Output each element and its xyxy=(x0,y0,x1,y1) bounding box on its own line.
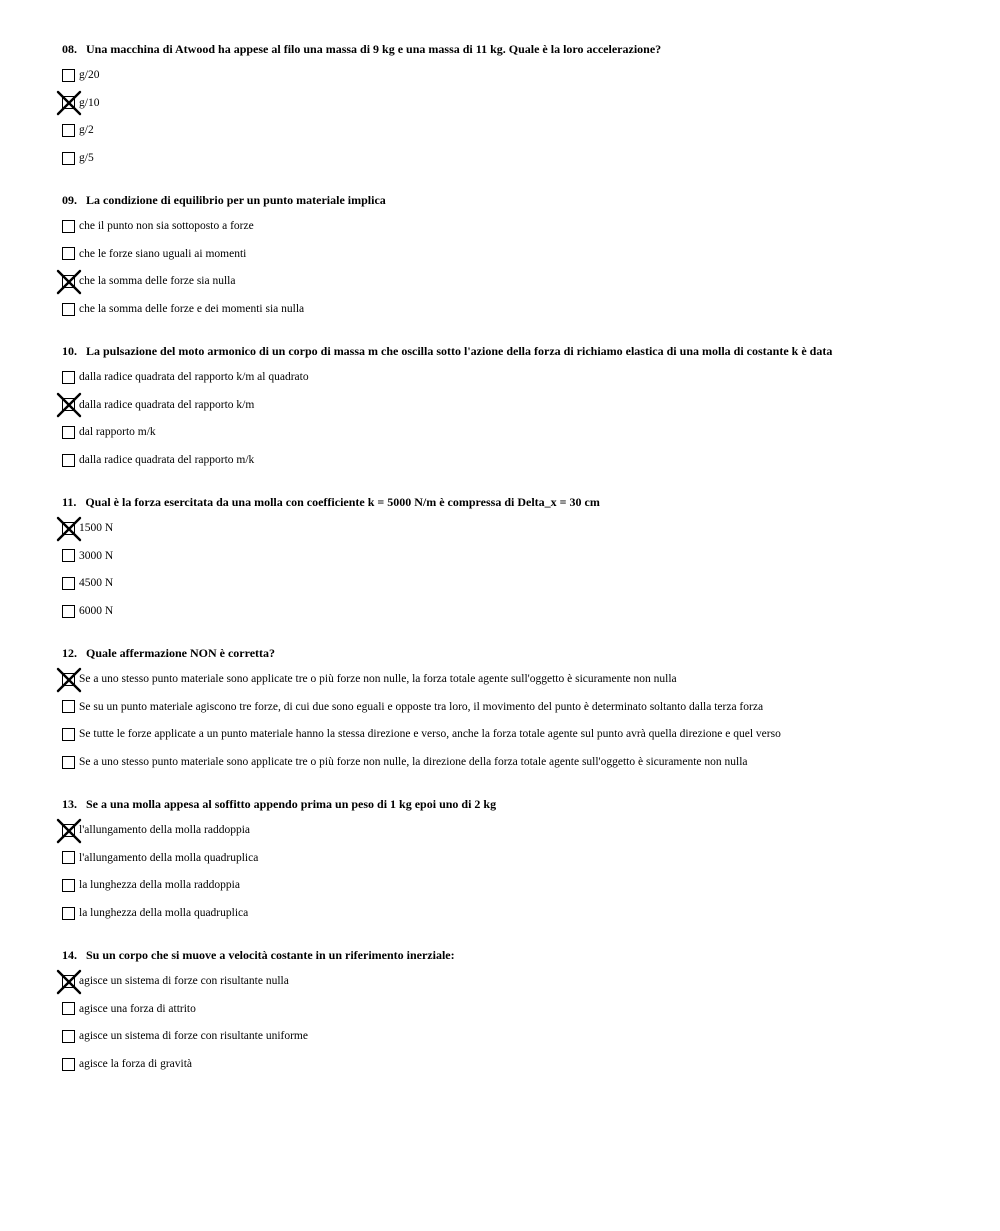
answer-option[interactable] xyxy=(62,520,962,536)
answer-option[interactable] xyxy=(62,973,962,989)
question-text: Qual è la forza esercitata da una molla con coefficiente k = 5000 N/m è compressa di Delta_x = 30 cm xyxy=(85,495,600,509)
checkbox[interactable] xyxy=(62,728,75,741)
answer-option[interactable] xyxy=(62,603,962,619)
option-label: 1500 N xyxy=(79,522,114,534)
option-label: la lunghezza della molla raddoppia xyxy=(79,879,240,892)
option-label: g/20 xyxy=(79,69,100,81)
option-label: che la somma delle forze e dei momenti sia nulla xyxy=(79,303,305,316)
question-12 xyxy=(62,646,962,782)
question-title xyxy=(62,495,962,509)
question-text: Su un corpo che si muove a velocità costante in un riferimento inerziale: xyxy=(86,948,455,962)
option-label: agisce un sistema di forze con risultante nulla xyxy=(79,975,289,987)
answer-option[interactable] xyxy=(62,671,962,687)
question-title xyxy=(62,344,962,358)
option-label: Se su un punto materiale agiscono tre forze, di cui due sono eguali e opposte tra loro, il movimento del punto è determinato soltanto dalla terza forza xyxy=(79,700,764,713)
option-label: 6000 N xyxy=(79,605,114,618)
question-text: Una macchina di Atwood ha appese al filo una massa di 9 kg e una massa di 11 kg. Quale è la loro accelerazione? xyxy=(86,42,662,56)
checkbox[interactable] xyxy=(62,247,75,260)
checkbox[interactable] xyxy=(62,756,75,769)
question-title xyxy=(62,948,962,962)
answer-option[interactable] xyxy=(62,822,962,838)
question-text: La condizione di equilibrio per un punto materiale implica xyxy=(86,193,386,207)
answer-option[interactable] xyxy=(62,754,962,770)
option-label: g/2 xyxy=(79,124,94,137)
option-label: dalla radice quadrata del rapporto k/m xyxy=(79,398,255,411)
checkbox[interactable] xyxy=(62,303,75,316)
option-label: 3000 N xyxy=(79,549,114,562)
check-mark-x-icon xyxy=(57,91,81,115)
check-mark-x-icon xyxy=(57,970,81,994)
checkbox[interactable] xyxy=(62,454,75,467)
answer-option[interactable] xyxy=(62,150,962,166)
checkbox[interactable] xyxy=(62,975,75,988)
option-label: agisce la forza di gravità xyxy=(79,1058,193,1071)
answer-option[interactable] xyxy=(62,575,962,591)
question-number: 10. xyxy=(62,344,77,358)
question-text: La pulsazione del moto armonico di un corpo di massa m che oscilla sotto l'azione della forza di richiamo elastica di una molla di costante k è data xyxy=(86,344,833,358)
checkbox[interactable] xyxy=(62,522,75,535)
question-number: 14. xyxy=(62,948,77,962)
question-text: Se a una molla appesa al soffitto appendo prima un peso di 1 kg epoi uno di 2 kg xyxy=(86,797,497,811)
answer-option[interactable] xyxy=(62,301,962,317)
checkbox[interactable] xyxy=(62,605,75,618)
option-label: g/5 xyxy=(79,152,94,165)
question-title xyxy=(62,193,962,207)
checkbox[interactable] xyxy=(62,673,75,686)
checkbox[interactable] xyxy=(62,124,75,137)
check-mark-x-icon xyxy=(57,819,81,843)
option-label: 4500 N xyxy=(79,577,114,590)
option-label: g/10 xyxy=(79,96,100,109)
option-label: dalla radice quadrata del rapporto k/m al quadrato xyxy=(79,371,309,383)
answer-option[interactable] xyxy=(62,452,962,468)
answer-option[interactable] xyxy=(62,246,962,262)
question-09 xyxy=(62,193,962,329)
checkbox[interactable] xyxy=(62,1030,75,1043)
option-label: che la somma delle forze sia nulla xyxy=(79,275,236,288)
option-label: l'allungamento della molla quadruplica xyxy=(79,851,259,864)
option-label: agisce una forza di attrito xyxy=(79,1002,196,1015)
question-10 xyxy=(62,344,962,480)
option-label: Se a uno stesso punto materiale sono applicate tre o più forze non nulle, la direzione della forza totale agente sull'oggetto è sicuramente non nulla xyxy=(79,756,748,769)
checkbox[interactable] xyxy=(62,152,75,165)
checkbox[interactable] xyxy=(62,700,75,713)
checkbox[interactable] xyxy=(62,398,75,411)
checkbox[interactable] xyxy=(62,69,75,82)
option-label: Se a uno stesso punto materiale sono applicate tre o più forze non nulle, la forza totale agente sull'oggetto è sicuramente non nulla xyxy=(79,673,677,685)
checkbox[interactable] xyxy=(62,275,75,288)
question-14 xyxy=(62,948,962,1084)
answer-option[interactable] xyxy=(62,397,962,413)
option-label: che le forze siano uguali ai momenti xyxy=(79,247,247,260)
checkbox[interactable] xyxy=(62,824,75,837)
answer-option[interactable] xyxy=(62,548,962,564)
question-number: 09. xyxy=(62,193,77,207)
answer-option[interactable] xyxy=(62,1001,962,1017)
check-mark-x-icon xyxy=(57,270,81,294)
answer-option[interactable] xyxy=(62,218,962,234)
question-title xyxy=(62,42,962,56)
question-number: 13. xyxy=(62,797,77,811)
check-mark-x-icon xyxy=(57,393,81,417)
answer-option[interactable] xyxy=(62,726,962,742)
answer-option[interactable] xyxy=(62,877,962,893)
answer-option[interactable] xyxy=(62,369,962,385)
option-label: Se tutte le forze applicate a un punto materiale hanno la stessa direzione e verso, anche la forza totale agente sul punto avrà quella direzione e quel verso xyxy=(79,728,781,741)
question-text: Quale affermazione NON è corretta? xyxy=(86,646,276,660)
option-label: dalla radice quadrata del rapporto m/k xyxy=(79,454,255,467)
checkbox[interactable] xyxy=(62,851,75,864)
option-label: che il punto non sia sottoposto a forze xyxy=(79,220,254,232)
question-number: 11. xyxy=(62,495,77,509)
answer-option[interactable] xyxy=(62,850,962,866)
option-label: la lunghezza della molla quadruplica xyxy=(79,907,249,920)
answer-option[interactable] xyxy=(62,122,962,138)
answer-option[interactable] xyxy=(62,273,962,289)
checkbox[interactable] xyxy=(62,220,75,233)
checkbox[interactable] xyxy=(62,1002,75,1015)
answer-option[interactable] xyxy=(62,1028,962,1044)
answer-option[interactable] xyxy=(62,424,962,440)
option-label: dal rapporto m/k xyxy=(79,426,156,439)
question-08 xyxy=(62,42,962,178)
answer-option[interactable] xyxy=(62,699,962,715)
answer-option[interactable] xyxy=(62,67,962,83)
option-label: l'allungamento della molla raddoppia xyxy=(79,824,251,836)
option-label: agisce un sistema di forze con risultante uniforme xyxy=(79,1030,308,1043)
checkbox[interactable] xyxy=(62,96,75,109)
question-number: 12. xyxy=(62,646,77,660)
question-number: 08. xyxy=(62,42,77,56)
answer-option[interactable] xyxy=(62,1056,962,1072)
question-title xyxy=(62,797,962,811)
checkbox[interactable] xyxy=(62,371,75,384)
question-13 xyxy=(62,797,962,933)
checkbox[interactable] xyxy=(62,879,75,892)
checkbox[interactable] xyxy=(62,907,75,920)
checkbox[interactable] xyxy=(62,1058,75,1071)
checkbox[interactable] xyxy=(62,426,75,439)
question-title xyxy=(62,646,962,660)
answer-option[interactable] xyxy=(62,95,962,111)
check-mark-x-icon xyxy=(57,668,81,692)
question-11 xyxy=(62,495,962,631)
checkbox[interactable] xyxy=(62,549,75,562)
checkbox[interactable] xyxy=(62,577,75,590)
check-mark-x-icon xyxy=(57,517,81,541)
answer-option[interactable] xyxy=(62,905,962,921)
